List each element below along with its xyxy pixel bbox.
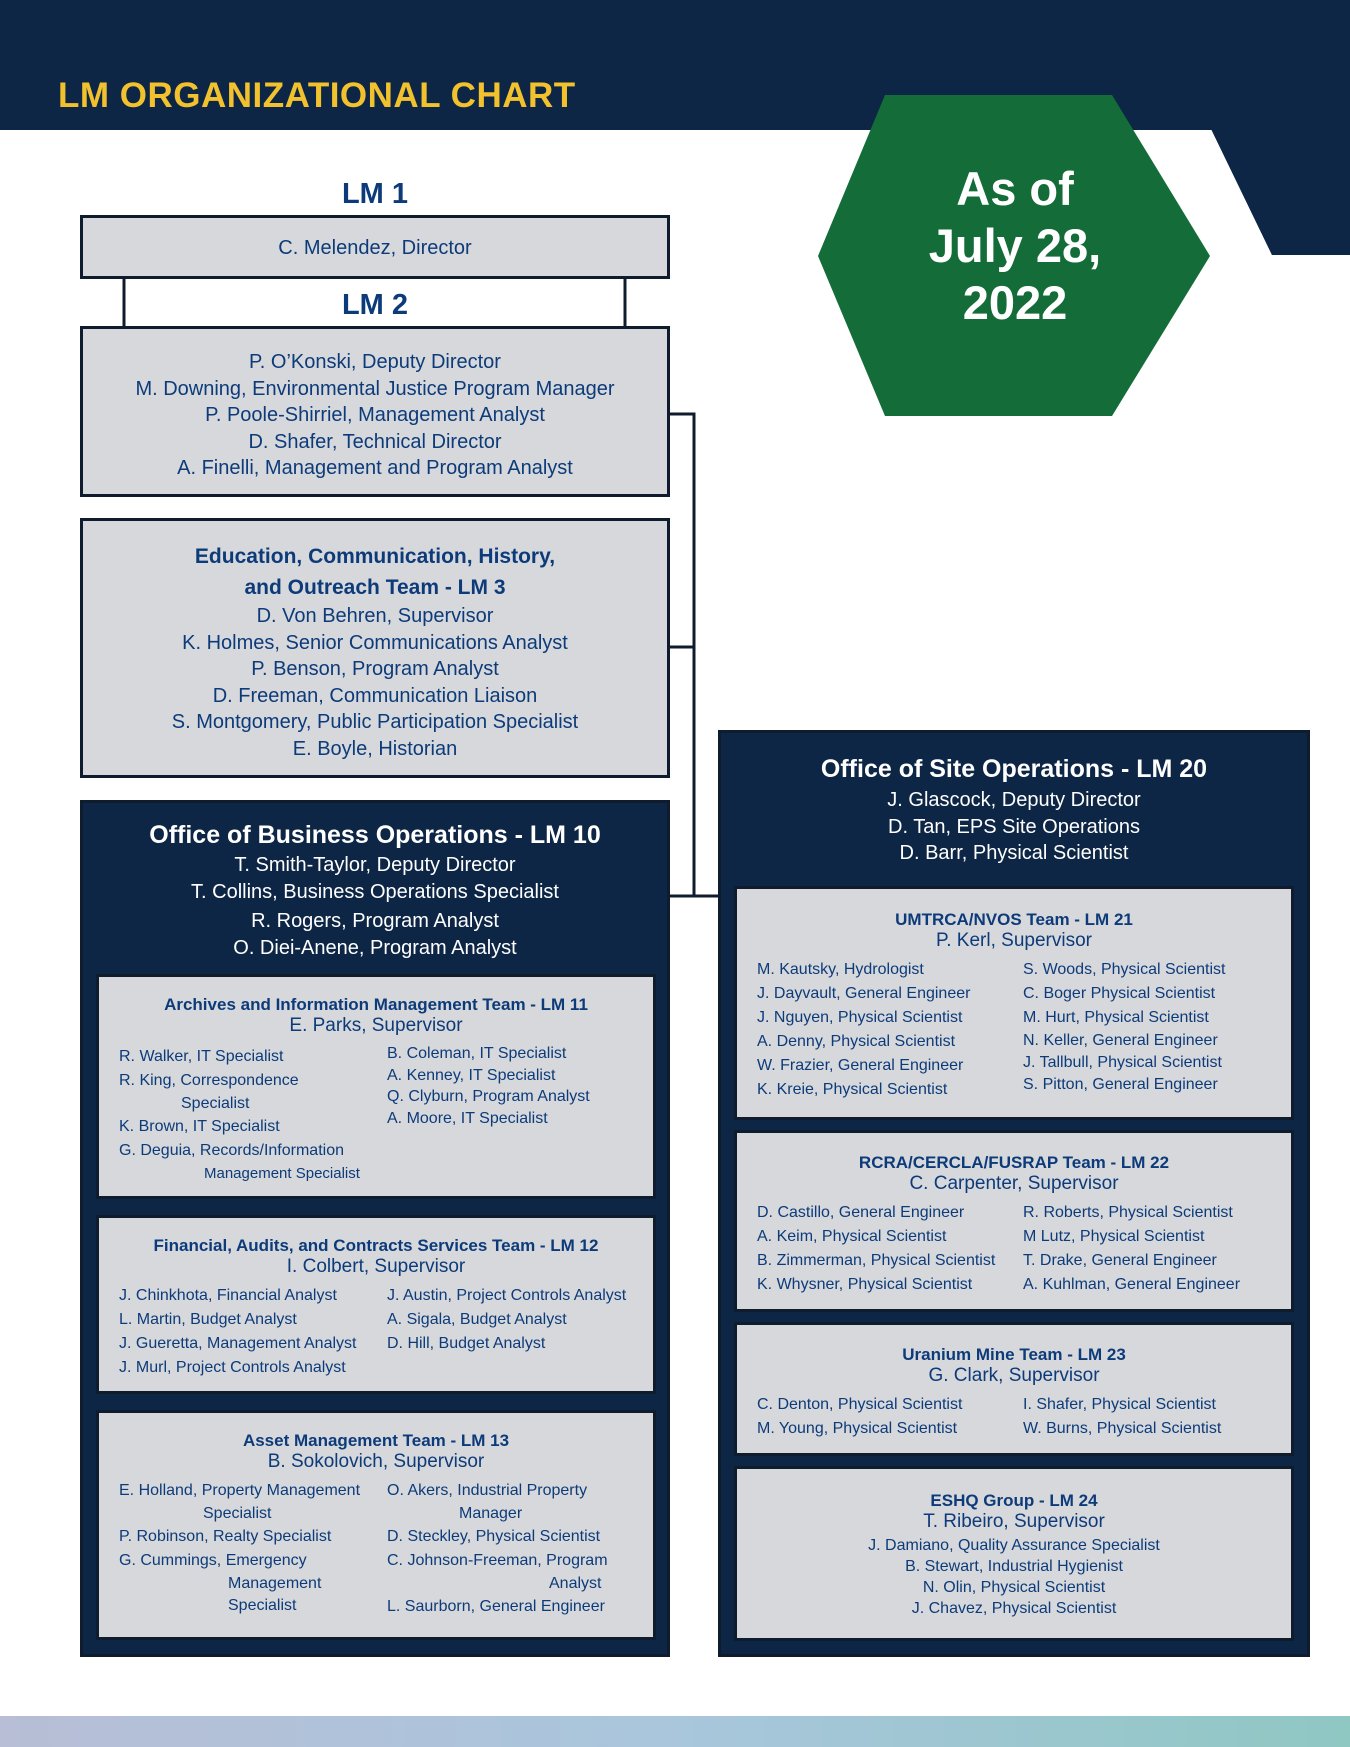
- member: S. Montgomery, Public Participation Specialist: [171, 711, 579, 733]
- member: M. Hurt, Physical Scientist: [1023, 1009, 1209, 1026]
- lm11-right-column: [387, 1043, 590, 1129]
- member: J. Damiano, Quality Assurance Specialist: [868, 1537, 1160, 1554]
- member: O. Akers, Industrial Property: [387, 1482, 588, 1499]
- member: J. Glascock, Deputy Director: [887, 789, 1141, 811]
- member: P. Robinson, Realty Specialist: [119, 1528, 332, 1545]
- member: D. Steckley, Physical Scientist: [387, 1528, 601, 1545]
- member: K. Brown, IT Specialist: [119, 1118, 280, 1135]
- member: B. Coleman, IT Specialist: [387, 1045, 567, 1062]
- member: D. Freeman, Communication Liaison: [212, 684, 538, 707]
- member: C. Johnson-Freeman, Program: [387, 1552, 608, 1569]
- page-title: LM ORGANIZATIONAL CHART: [58, 76, 576, 115]
- member: M Lutz, Physical Scientist: [1023, 1228, 1205, 1245]
- member: A. Keim, Physical Scientist: [757, 1228, 947, 1245]
- member: Specialist: [181, 1095, 250, 1112]
- member: W. Burns, Physical Scientist: [1023, 1420, 1222, 1437]
- as-of-date-badge: [860, 160, 1170, 331]
- member: C. Melendez, Director: [278, 237, 472, 259]
- member: Analyst: [549, 1575, 602, 1592]
- member: R. Roberts, Physical Scientist: [1023, 1204, 1233, 1221]
- member: I. Shafer, Physical Scientist: [1023, 1396, 1216, 1413]
- member: D. Tan, EPS Site Operations: [888, 815, 1140, 838]
- member: Specialist: [228, 1597, 297, 1614]
- lm3-title: [83, 541, 667, 603]
- lm24-team: [734, 1466, 1294, 1641]
- lm12-team: [96, 1215, 656, 1394]
- member: T. Drake, General Engineer: [1023, 1252, 1217, 1269]
- member: J. Nguyen, Physical Scientist: [757, 1009, 963, 1026]
- badge-line: 2022: [962, 276, 1068, 329]
- lm2-label: LM 2: [341, 289, 409, 321]
- member: L. Saurborn, General Engineer: [387, 1598, 605, 1615]
- lm11-team: [96, 974, 656, 1199]
- lm3-box: [80, 518, 670, 778]
- member: Q. Clyburn, Program Analyst: [387, 1088, 590, 1105]
- member: A. Denny, Physical Scientist: [757, 1033, 956, 1050]
- lm20-title: Office of Site Operations - LM 20: [820, 755, 1208, 783]
- member: W. Frazier, General Engineer: [757, 1057, 964, 1074]
- member: G. Cummings, Emergency: [119, 1552, 307, 1569]
- member: G. Deguia, Records/Information: [119, 1142, 344, 1159]
- lm23-title: Uranium Mine Team - LM 23: [902, 1345, 1126, 1364]
- member: D. Von Behren, Supervisor: [256, 605, 494, 627]
- lm13-team: [96, 1410, 656, 1640]
- lm11-title: Archives and Information Management Team - LM 11: [164, 995, 588, 1014]
- lm13-right-column: [387, 1479, 608, 1619]
- member: Specialist: [203, 1505, 272, 1522]
- lm13-title: Asset Management Team - LM 13: [242, 1431, 510, 1450]
- member: J. Dayvault, General Engineer: [757, 985, 971, 1002]
- lm24-supervisor: T. Ribeiro, Supervisor: [923, 1511, 1105, 1532]
- member: Management: [228, 1575, 322, 1592]
- member: T. Smith-Taylor, Deputy Director: [234, 854, 516, 876]
- member: P. Benson, Program Analyst: [251, 658, 499, 680]
- lm12-left-column: [119, 1284, 356, 1380]
- member: S. Woods, Physical Scientist: [1023, 961, 1226, 978]
- member: P. O’Konski, Deputy Director: [249, 351, 501, 373]
- member: R. Rogers, Program Analyst: [251, 910, 499, 932]
- lm13-left-column: [119, 1479, 360, 1617]
- member: A. Kenney, IT Specialist: [387, 1066, 556, 1084]
- member: B. Stewart, Industrial Hygienist: [905, 1558, 1123, 1575]
- member: K. Whysner, Physical Scientist: [757, 1276, 973, 1293]
- member: M. Downing, Environmental Justice Program Manager: [135, 377, 615, 400]
- member: J. Chinkhota, Financial Analyst: [119, 1287, 337, 1304]
- member: J. Gueretta, Management Analyst: [119, 1335, 357, 1352]
- badge-line: As of: [956, 162, 1074, 215]
- lm24-title: ESHQ Group - LM 24: [930, 1491, 1098, 1510]
- member: D. Shafer, Technical Director: [248, 430, 502, 453]
- member: Management Specialist: [204, 1165, 360, 1182]
- member: N. Olin, Physical Scientist: [922, 1579, 1106, 1596]
- member: O. Diei-Anene, Program Analyst: [233, 936, 517, 959]
- member: K. Holmes, Senior Communications Analyst: [182, 631, 568, 654]
- member: E. Holland, Property Management: [119, 1482, 361, 1499]
- member: J. Austin, Project Controls Analyst: [387, 1287, 627, 1304]
- member: T. Collins, Business Operations Specialist: [191, 880, 559, 903]
- member: L. Martin, Budget Analyst: [119, 1311, 297, 1328]
- member: M. Young, Physical Scientist: [757, 1420, 958, 1437]
- lm10-title: Office of Business Operations - LM 10: [149, 821, 601, 849]
- member: D. Barr, Physical Scientist: [899, 842, 1129, 864]
- lm21-title: UMTRCA/NVOS Team - LM 21: [895, 910, 1133, 929]
- member: J. Tallbull, Physical Scientist: [1023, 1054, 1222, 1071]
- member: A. Sigala, Budget Analyst: [387, 1311, 567, 1328]
- member: D. Castillo, General Engineer: [757, 1204, 965, 1221]
- lm2-box: [80, 326, 670, 497]
- member: R. Walker, IT Specialist: [119, 1048, 284, 1065]
- lm21-left-column: [757, 958, 970, 1102]
- lm22-supervisor: C. Carpenter, Supervisor: [909, 1173, 1119, 1194]
- lm23-left-column: [757, 1393, 962, 1441]
- member: K. Kreie, Physical Scientist: [757, 1081, 948, 1098]
- member: B. Zimmerman, Physical Scientist: [757, 1252, 996, 1269]
- member: P. Poole-Shirriel, Management Analyst: [205, 404, 545, 426]
- lm22-right-column: [1023, 1201, 1240, 1297]
- lm22-title: RCRA/CERCLA/FUSRAP Team - LM 22: [858, 1153, 1170, 1172]
- member: C. Denton, Physical Scientist: [757, 1396, 963, 1413]
- member: R. King, Correspondence: [119, 1072, 299, 1089]
- bottom-gradient-bar: [0, 1716, 1350, 1747]
- member: A. Kuhlman, General Engineer: [1023, 1276, 1241, 1293]
- lm11-supervisor: E. Parks, Supervisor: [289, 1015, 463, 1036]
- lm12-supervisor: I. Colbert, Supervisor: [286, 1256, 466, 1277]
- lm12-right-column: [387, 1284, 626, 1356]
- member: J. Murl, Project Controls Analyst: [119, 1359, 346, 1376]
- lm22-left-column: [757, 1201, 995, 1297]
- member: D. Hill, Budget Analyst: [387, 1335, 546, 1352]
- member: E. Boyle, Historian: [292, 737, 458, 760]
- lm21-supervisor: P. Kerl, Supervisor: [936, 930, 1092, 951]
- member: Manager: [459, 1505, 523, 1522]
- member: S. Pitton, General Engineer: [1023, 1076, 1218, 1093]
- title-line: Education, Communication, History,: [194, 545, 556, 568]
- lm23-team: [734, 1322, 1294, 1456]
- lm11-left-column: [119, 1045, 360, 1185]
- lm1-box: [80, 215, 670, 279]
- lm22-team: [734, 1130, 1294, 1312]
- member: N. Keller, General Engineer: [1023, 1032, 1218, 1049]
- badge-line: July 28,: [928, 219, 1102, 272]
- member: A. Finelli, Management and Program Analyst: [177, 457, 573, 479]
- lm21-team: [734, 886, 1294, 1120]
- lm12-title: Financial, Audits, and Contracts Services Team - LM 12: [153, 1236, 599, 1255]
- member: M. Kautsky, Hydrologist: [757, 961, 924, 978]
- title-line: and Outreach Team - LM 3: [244, 576, 506, 599]
- member: C. Boger Physical Scientist: [1023, 985, 1216, 1002]
- lm1-label: LM 1: [341, 178, 409, 210]
- lm23-supervisor: G. Clark, Supervisor: [928, 1365, 1100, 1386]
- lm21-right-column: [1023, 958, 1225, 1096]
- lm13-supervisor: B. Sokolovich, Supervisor: [267, 1451, 485, 1472]
- lm23-right-column: [1023, 1393, 1221, 1441]
- member: J. Chavez, Physical Scientist: [911, 1600, 1117, 1617]
- member: A. Moore, IT Specialist: [387, 1109, 548, 1127]
